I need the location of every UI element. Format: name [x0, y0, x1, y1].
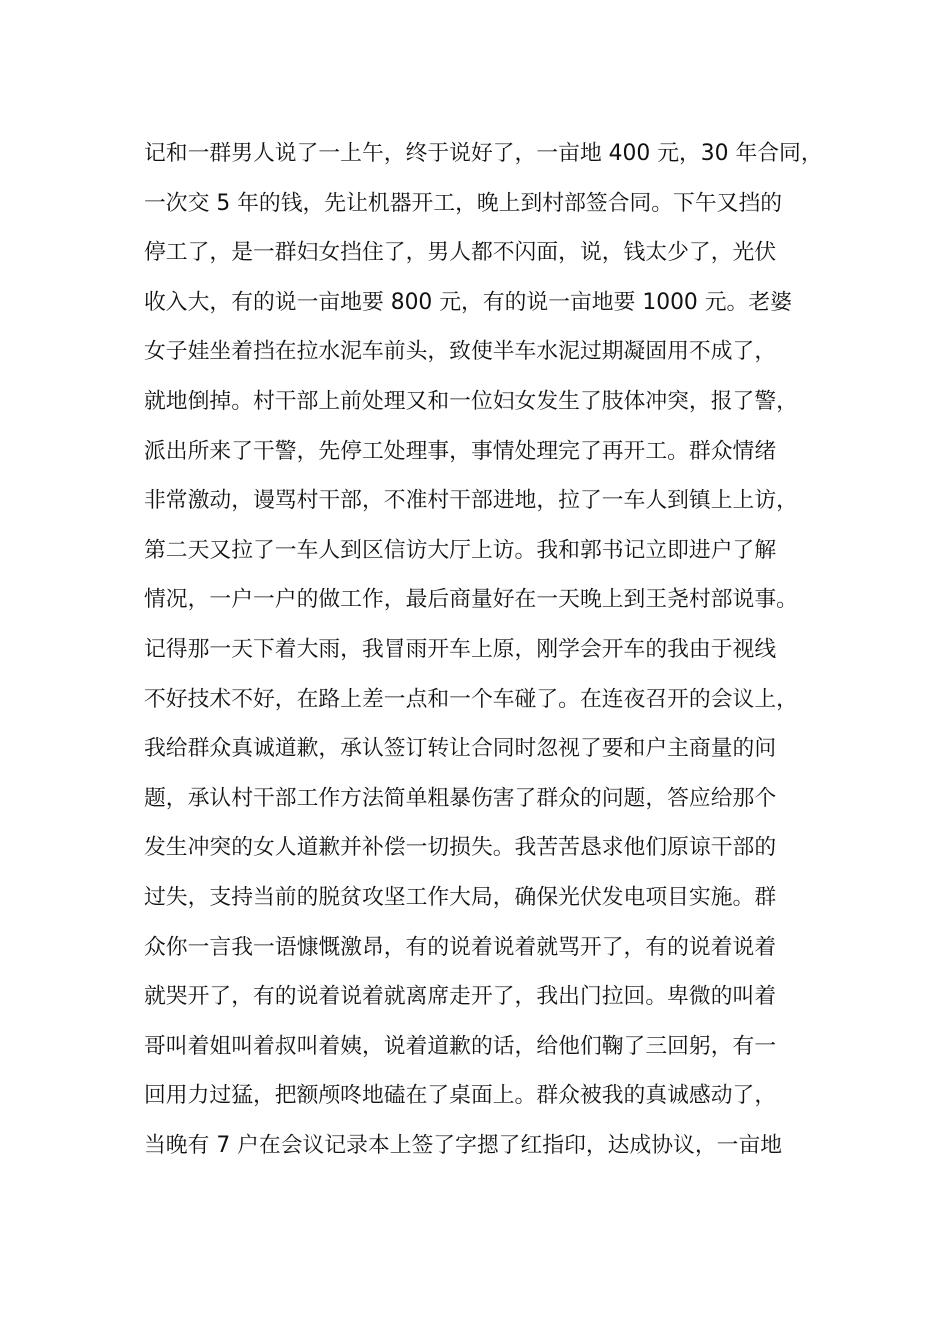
text-line: 收入大，有的说一亩地要 800 元，有的说一亩地要 1000 元。老婆: [144, 289, 792, 315]
text-line: 题，承认村干部工作方法简单粗暴伤害了群众的问题，答应给那个: [144, 785, 777, 811]
text-line: 停工了，是一群妇女挡住了，男人都不闪面，说，钱太少了，光伏: [144, 240, 777, 266]
text-line: 一次交 5 年的钱，先让机器开工，晚上到村部签合同。下午又挡的: [144, 190, 783, 216]
text-line: 就地倒掉。村干部上前处理又和一位妇女发生了肢体冲突，报了警，: [144, 388, 798, 414]
text-line: 发生冲突的女人道歉并补偿一切损失。我苦苦恳求他们原谅干部的: [144, 835, 777, 861]
text-line: 就哭开了，有的说着说着就离席走开了，我出门拉回。卑微的叫着: [144, 984, 777, 1010]
text-line: 记得那一天下着大雨，我冒雨开车上原，刚学会开车的我由于视线: [144, 636, 777, 662]
text-line: 非常激动，谩骂村干部，不准村干部进地，拉了一车人到镇上上访，: [144, 488, 798, 514]
text-line: 不好技术不好，在路上差一点和一个车碰了。在连夜召开的会议上，: [144, 686, 798, 712]
body-text: [144, 129, 823, 1170]
text-line: 过失，支持当前的脱贫攻坚工作大局，确保光伏发电项目实施。群: [144, 884, 777, 910]
text-line: 当晚有 7 户在会议记录本上签了字摁了红指印，达成协议，一亩地: [144, 1132, 783, 1158]
text-line: 我给群众真诚道歉，承认签订转让合同时忽视了要和户主商量的问: [144, 736, 777, 762]
text-line: 女子娃坐着挡在拉水泥车前头，致使半车水泥过期凝固用不成了，: [144, 339, 777, 365]
text-line: 回用力过猛，把额颅咚地磕在了桌面上。群众被我的真诚感动了，: [144, 1083, 777, 1109]
text-line: 众你一言我一语慷慨激昂，有的说着说着就骂开了，有的说着说着: [144, 934, 777, 960]
text-line: 情况，一户一户的做工作，最后商量好在一天晚上到王尧村部说事。: [144, 587, 798, 613]
text-line: 第二天又拉了一车人到区信访大厅上访。我和郭书记立即进户了解: [144, 537, 777, 563]
text-line: 哥叫着姐叫着叔叫着姨，说着道歉的话，给他们鞠了三回躬，有一: [144, 1033, 777, 1059]
text-line: 记和一群男人说了一上午，终于说好了，一亩地 400 元，30 年合同，: [144, 141, 823, 166]
text-line: 派出所来了干警，先停工处理事，事情处理完了再开工。群众情绪: [144, 438, 777, 464]
